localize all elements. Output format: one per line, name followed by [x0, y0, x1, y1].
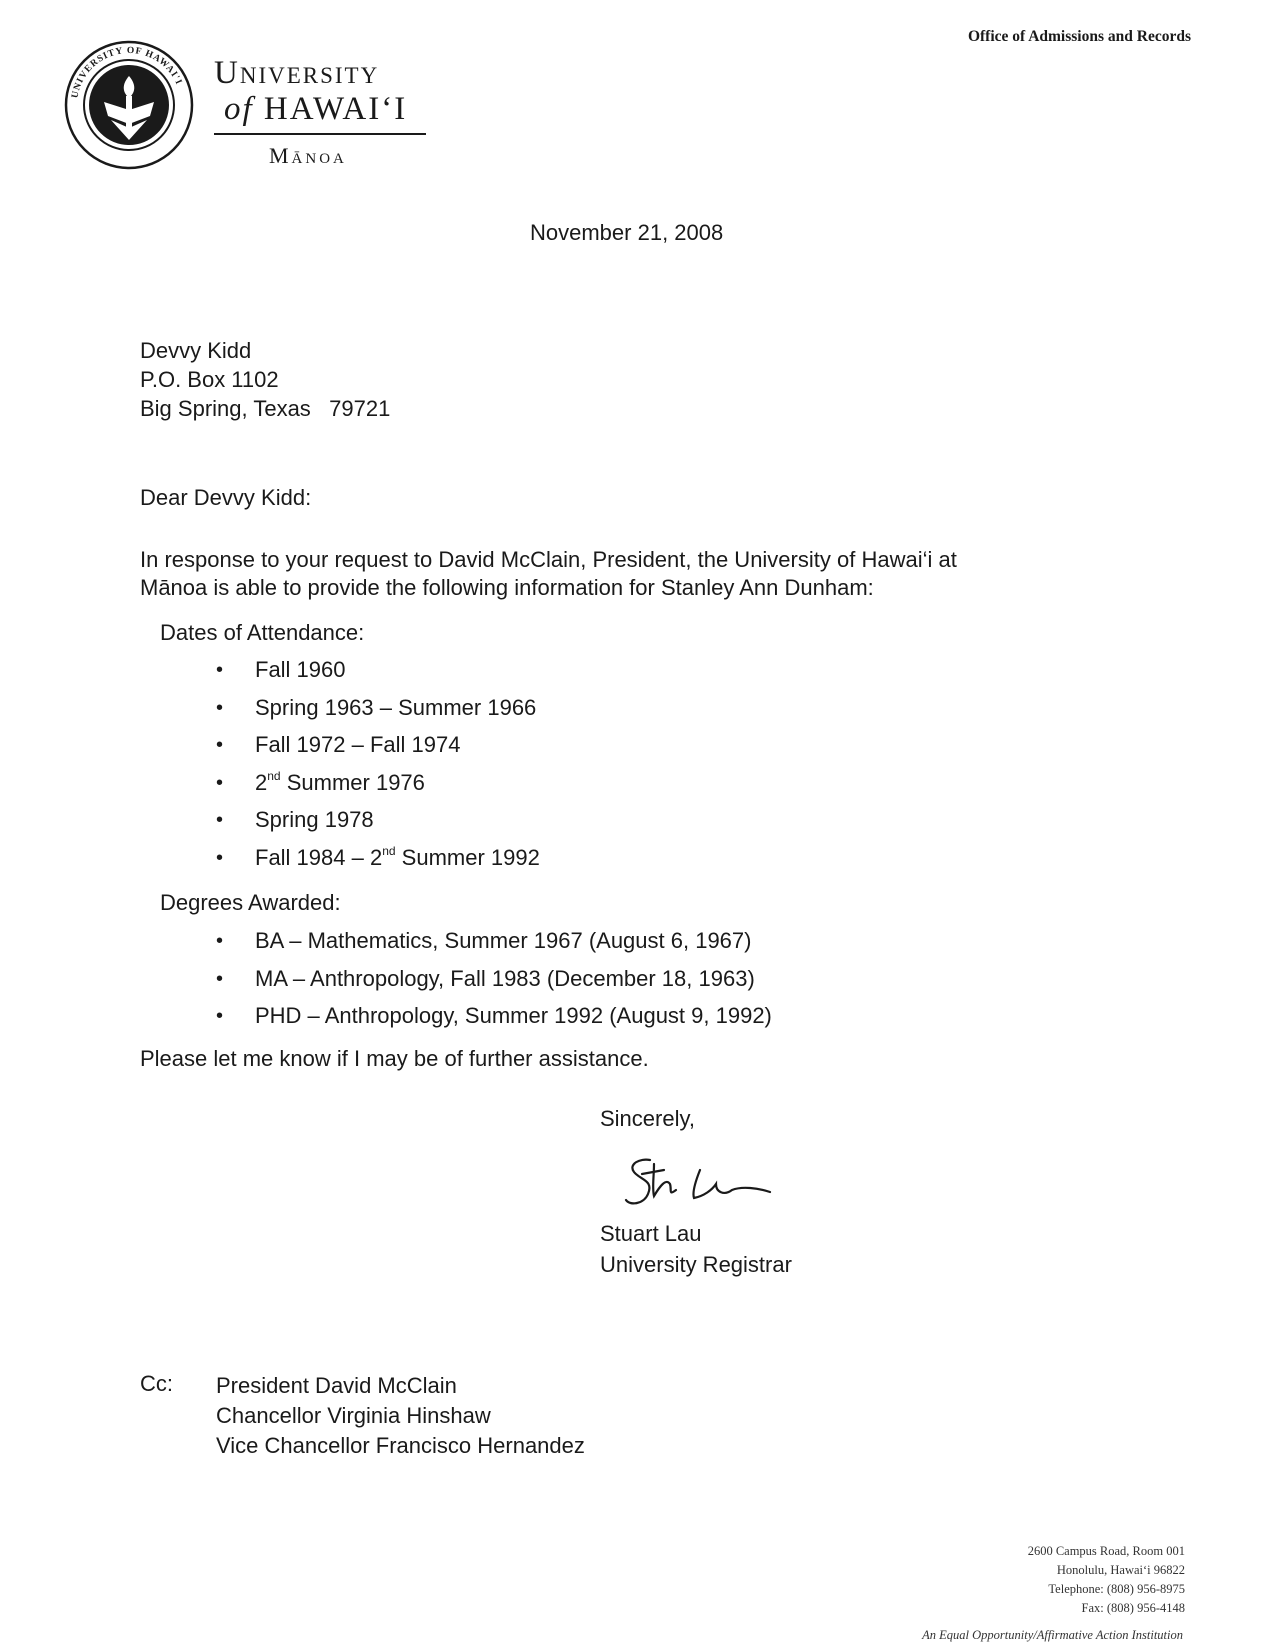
footer-telephone: Telephone: (808) 956-8975 — [1048, 1582, 1185, 1596]
signer-block — [600, 1218, 792, 1280]
list-item: • 2nd Summer 1976 — [210, 770, 540, 808]
university-hawaii — [224, 91, 426, 127]
university-of: of — [224, 91, 254, 127]
list-item: • Fall 1984 – 2nd Summer 1992 — [210, 845, 540, 883]
sincerely: Sincerely, — [600, 1106, 695, 1131]
recipient-city: Big Spring, Texas 79721 — [140, 396, 391, 421]
signature-image — [620, 1150, 780, 1220]
office-name: Office of Admissions and Records — [967, 28, 1191, 45]
university-wordmark — [214, 55, 426, 169]
cc-name: Chancellor Virginia Hinshaw — [216, 1403, 491, 1428]
intro-line-1: In response to your request to David McClain, President, the University of Hawai‘i at — [140, 547, 957, 572]
signer-name: Stuart Lau — [600, 1221, 702, 1246]
list-item: • Spring 1963 – Summer 1966 — [210, 695, 540, 733]
attendance-list — [210, 657, 540, 882]
footer-fax: Fax: (808) 956-4148 — [1081, 1601, 1185, 1615]
university-seal-logo — [64, 40, 194, 170]
list-item: • Spring 1978 — [210, 807, 540, 845]
university-hawaii-word: HAWAI‘I — [263, 91, 408, 127]
salutation: Dear Devvy Kidd: — [140, 485, 312, 510]
signer-title: University Registrar — [600, 1252, 792, 1277]
cc-name: President David McClain — [216, 1373, 457, 1398]
degrees-label: Degrees Awarded: — [160, 890, 341, 915]
wordmark-rule — [214, 133, 426, 135]
recipient-po-box: P.O. Box 1102 — [140, 367, 279, 392]
list-item: • Fall 1972 – Fall 1974 — [210, 732, 540, 770]
footer-city: Honolulu, Hawai‘i 96822 — [1056, 1563, 1185, 1577]
attendance-label: Dates of Attendance: — [160, 620, 365, 645]
intro-line-2: Mānoa is able to provide the following information for Stanley Ann Dunham: — [140, 575, 874, 600]
cc-list — [216, 1371, 585, 1461]
svg-text:UNIVERSITY OF HAWAI'I: UNIVERSITY OF HAWAI'I — [70, 45, 184, 100]
list-item: • PHD – Anthropology, Summer 1992 (August 9, 1992) — [210, 1003, 772, 1041]
university-name: University — [214, 55, 380, 91]
intro-paragraph — [140, 546, 1140, 602]
cc-name: Vice Chancellor Francisco Hernandez — [216, 1433, 585, 1458]
list-item: • BA – Mathematics, Summer 1967 (August 6, 1967) — [210, 928, 772, 966]
list-item: • Fall 1960 — [210, 657, 540, 695]
list-item: • MA – Anthropology, Fall 1983 (December 18, 1963) — [210, 966, 772, 1004]
recipient-address — [140, 336, 390, 423]
footer-street: 2600 Campus Road, Room 001 — [1027, 1544, 1185, 1558]
footer-address-block — [1028, 1542, 1185, 1618]
recipient-name: Devvy Kidd — [140, 338, 252, 363]
letter-date: November 21, 2008 — [530, 220, 724, 245]
footer-eeo-statement: An Equal Opportunity/Affirmative Action Institution — [922, 1628, 1183, 1642]
closing-line: Please let me know if I may be of further assistance. — [140, 1046, 649, 1071]
cc-label: Cc: — [140, 1371, 173, 1396]
campus-name: Mānoa — [269, 143, 347, 168]
degrees-list — [210, 928, 772, 1041]
